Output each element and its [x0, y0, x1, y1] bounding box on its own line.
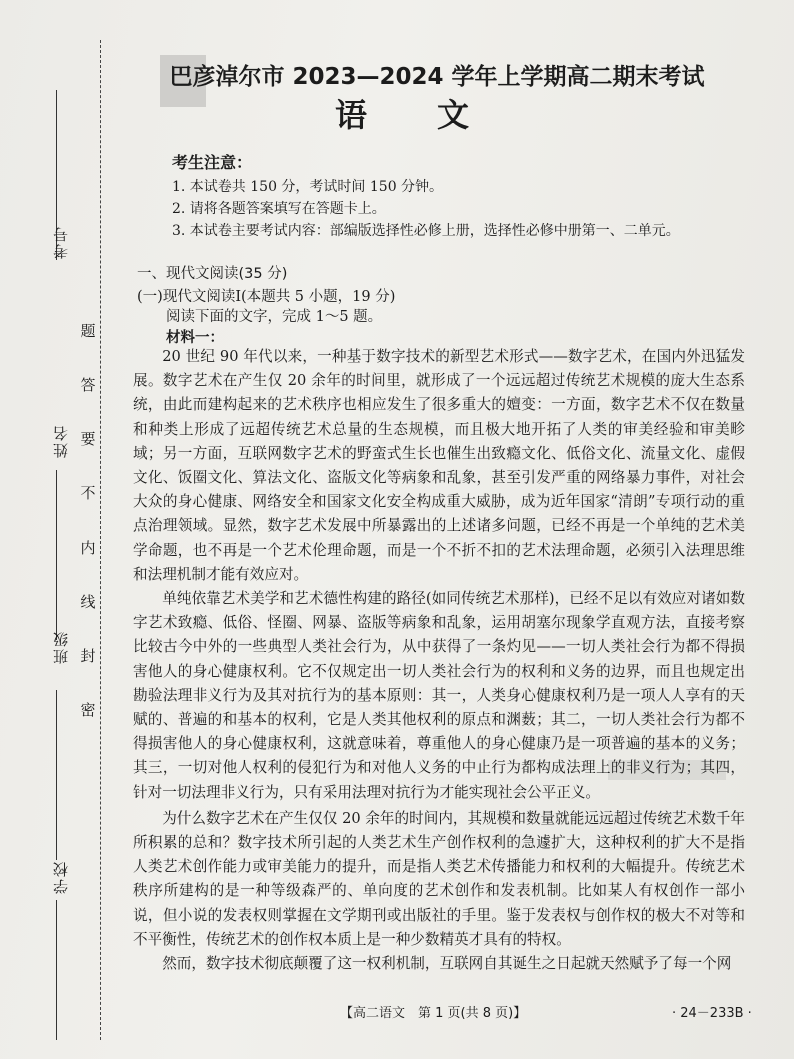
- seal-char: 答: [80, 376, 96, 395]
- binding-margin: [0, 0, 118, 1059]
- notice-item: 2. 请将各题答案填写在答题卡上。: [172, 201, 386, 217]
- paragraph: 20 世纪 90 年代以来，一种基于数字技术的新型艺术形式——数字艺术，在国内外迅猛发展。数字艺术在产生仅 20 余年的时间里，就形成了一个远远超过传统艺术规模的庞大生态系统，由此而建构起来的艺术秩序也相应发生了很多重大的嬗变：一方面，数字艺术不仅在数量和种类上形成了远超传统艺术总量的生态规模，而且极大地开拓了人类的审美经验和审美畛域；另一方面，互联网数字艺术的野蛮式生长也催生出致瘾文化、低俗文化、流量文化、虚假文化、饭圈文化、算法文化、盗版文化等病象和乱象，甚至引发严重的网络暴力事件，对社会大众的身心健康、网络安全和国家文化安全构成重大威胁，成为近年国家“清朗”专项行动的重点治理领域。显然，数字艺术发展中所暴露出的上述诸多问题，已经不再是一个单纯的艺术美学命题，也不再是一个艺术伦理命题，而是一个不折不扣的艺术法理命题，必须引入法理思维和法理机制才能有效应对。: [133, 348, 745, 583]
- subsection-heading: (一)现代文阅读Ⅰ(本题共 5 小题，19 分): [137, 289, 396, 305]
- class-label: 班级: [52, 630, 70, 664]
- paragraph: 单纯依靠艺术美学和艺术德性构建的路径(如同传统艺术那样)，已经不足以有效应对诸如数字艺术致瘾、低俗、怪圈、网暴、盗版等病象和乱象，运用胡塞尔现象学直观方法，直接考察比较古今中外的一些典型人类社会行为，从中获得了一条灼见——一切人类社会行为都不得损害他人的身心健康权利。它不仅规定出一切人类社会行为的权利和义务的边界，而且也规定出勘验法理非义行为及其对抗行为的基本原则：其一，人类身心健康权利乃是一项人人享有的天赋的、普遍的和基本的权利，它是人类其他权利的原点和渊薮；其二，一切人类社会行为都不得损害他人的身心健康权利，这就意味着，尊重他人的身心健康乃是一项普遍的基本的义务；其三，一切对他人权利的侵犯行为和对他人义务的中止行为都构成法理上的非义行为；其四，针对一切法理非义行为，只有采用法理对抗行为才能实现社会公平正义。: [133, 590, 745, 801]
- seal-char: 线: [80, 592, 96, 611]
- exam-title: 巴彦淖尔市 2023—2024 学年上学期高二期末考试: [169, 64, 705, 90]
- exam-no-label: 考号: [52, 225, 70, 259]
- exam-code: · 24－233B ·: [672, 1006, 752, 1021]
- paragraph: 为什么数字艺术在产生仅仅 20 余年的时间内，其规模和数量就能远远超过传统艺术数千年所积累的总和？数字技术所引起的人类艺术生产创作权利的急遽扩大，这种权利的扩大不是指人类艺术创作能力或审美能力的提升，而是指人类艺术传播能力和权利的大幅提升。传统艺术秩序所建构的是一种等级森严的、单向度的艺术创作和发表机制。比如某人有权创作一部小说，但小说的发表权则掌握在文学期刊或出版社的手里。鉴于发表权与创作权的极大不对等和不平衡性，传统艺术的创作权本质上是一种少数精英才具有的特权。: [133, 809, 745, 948]
- school-label: 学校: [52, 860, 70, 894]
- reading-passage: [133, 345, 745, 976]
- seal-char: 不: [80, 484, 96, 503]
- seal-char: 要: [80, 430, 96, 449]
- page-footer: 【高二语文 第 1 页(共 8 页)】: [340, 1006, 527, 1021]
- material-label: 材料一：: [166, 330, 224, 346]
- instruction: 阅读下面的文字，完成 1～5 题。: [166, 309, 383, 325]
- paragraph: 然而，数字技术彻底颠覆了这一权利机制，互联网自其诞生之日起就天然赋予了每一个网: [162, 955, 732, 973]
- school-line: [56, 900, 57, 1040]
- subject-title: 语文: [334, 96, 539, 134]
- notice-heading: 考生注意：: [172, 153, 253, 172]
- section-heading: 一、现代文阅读(35 分): [137, 266, 288, 282]
- name-label: 姓名: [52, 424, 70, 458]
- seal-char: 内: [80, 538, 96, 557]
- seal-char: 密: [80, 700, 96, 719]
- seal-char: 题: [80, 322, 96, 340]
- name-line: [56, 470, 57, 640]
- notice-item: 3. 本试卷主要考试内容：部编版选择性必修上册，选择性必修中册第一、二单元。: [172, 223, 680, 239]
- notice-item: 1. 本试卷共 150 分，考试时间 150 分钟。: [172, 179, 444, 195]
- seal-char: 封: [80, 646, 96, 665]
- seal-dashed-line: [100, 40, 101, 1040]
- class-line: [56, 690, 57, 860]
- seal-text: [76, 320, 100, 720]
